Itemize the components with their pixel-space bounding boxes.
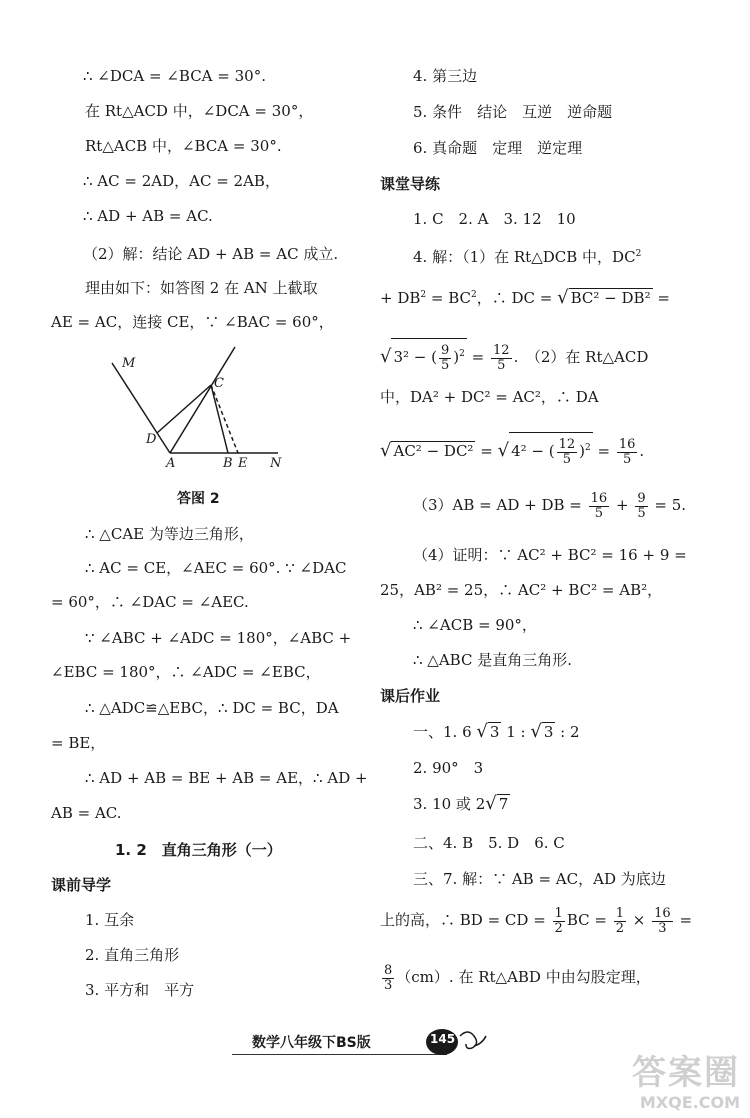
text-line: （2）解：结论 AD + AB = AC 成立. xyxy=(83,245,339,263)
text-line: 三、7. 解：∵ AB = AC，AD 为底边 xyxy=(413,870,666,888)
text-line: AE = AC，连接 CE，∵ ∠BAC = 60°， xyxy=(51,313,334,331)
segment-dc xyxy=(157,385,211,433)
text-line: 3. 10 或 2√ 7 xyxy=(413,793,509,814)
text-line: 4. 第三边 xyxy=(413,67,478,85)
figure-caption: 答图 2 xyxy=(177,491,220,507)
label-n: N xyxy=(270,456,282,471)
label-m: M xyxy=(122,356,136,371)
page-footer xyxy=(232,1024,492,1060)
fraction: $\frac{16}{5}$ xyxy=(590,490,608,521)
segment-ce xyxy=(211,385,238,453)
ray-ac xyxy=(170,347,235,453)
fraction: $\frac{1}{2}$ xyxy=(615,905,625,936)
text-line: 4. 解：（1）在 Rt△DCB 中，$DC^2$ xyxy=(413,248,642,266)
radical: BC² − DB² xyxy=(570,289,651,307)
ray-am xyxy=(112,363,170,453)
text-line: 中，DA² + DC² = AC²，∴ DA xyxy=(380,388,599,406)
label-c: C xyxy=(214,376,224,391)
footer-rule xyxy=(232,1054,447,1055)
text-line: ∴ AD + AB = BE + AB = AE，∴ AD + xyxy=(85,769,368,787)
label-e: E xyxy=(238,456,248,471)
page-number: 145 xyxy=(430,1032,456,1046)
fraction: $\frac{16}{5}$ xyxy=(618,436,636,467)
fraction: $\frac{12}{5}$ xyxy=(558,436,576,467)
text-line: 上的高，∴ BD = CD = $\frac{1}{2}$ BC = $\frac{1}{2}$ × $\frac{16}{3}$ = xyxy=(380,905,693,936)
label-d: D xyxy=(146,432,157,447)
fraction: $\frac{8}{3}$ xyxy=(384,962,393,993)
text-line: 3. 平方和 平方 xyxy=(85,981,195,999)
text-line: 一、1. 6 √ 3 1 : √ 3 : 2 xyxy=(413,721,580,742)
text-line: ∴ AC = CE，∠AEC = 60°. ∵ ∠DAC xyxy=(85,559,347,577)
fraction: $\frac{1}{2}$ xyxy=(554,905,563,936)
text-line: 2. 直角三角形 xyxy=(85,946,180,964)
text-line: ∴ AC = 2AD，AC = 2AB， xyxy=(83,172,280,190)
fraction: $\frac{12}{5}$ xyxy=(493,342,510,373)
text-line: 二、4. B 5. D 6. C xyxy=(413,834,565,852)
text-line: ∴ △ABC 是直角三角形. xyxy=(413,651,572,669)
footer-title: 数学八年级下BS版 xyxy=(252,1035,371,1051)
watermark xyxy=(632,1053,740,1112)
fraction: $\frac{9}{5}$ xyxy=(441,342,450,373)
text-line: √ AC² − DC² = √ 4² − ( $\frac{12}{5}$ )$^2$ = $\frac{16}{5}$ . xyxy=(380,432,644,467)
text-line: 理由如下：如答图 2 在 AN 上截取 xyxy=(85,279,318,297)
segment-cb xyxy=(211,385,228,453)
label-b: B xyxy=(223,456,233,471)
text-line: Rt△ACB 中，∠BCA = 30°. xyxy=(85,137,282,155)
text-line: （4）证明：∵ AC² + BC² = 16 + 9 = xyxy=(413,546,687,564)
text-line: 6. 真命题 定理 逆定理 xyxy=(413,139,583,157)
text-line: = BE， xyxy=(51,734,106,752)
text-line: 1. C 2. A 3. 12 10 xyxy=(413,210,576,228)
text-line: √ 3² − ( $\frac{9}{5}$ )$^2$ = $\frac{12}{5}$ . （2）在 Rt△ACD xyxy=(380,338,648,373)
section-heading: 课前导学 xyxy=(51,876,112,894)
text-line: 2. 90° 3 xyxy=(413,759,484,777)
fraction: $\frac{9}{5}$ xyxy=(637,490,646,521)
text-line: 在 Rt△ACD 中，∠DCA = 30°， xyxy=(85,102,314,120)
text-line: ∴ △CAE 为等边三角形， xyxy=(85,525,254,543)
text-line: AB = AC. xyxy=(51,804,122,822)
text-line: ∴ ∠ACB = 90°， xyxy=(413,616,537,634)
watermark-logo: 答案圈 xyxy=(632,1053,740,1093)
label-a: A xyxy=(166,456,176,471)
geometry-figure xyxy=(110,345,290,475)
text-line: 5. 条件 结论 互逆 逆命题 xyxy=(413,103,613,121)
watermark-url: MXQE.COM xyxy=(639,1093,740,1112)
section-heading: 课堂导练 xyxy=(380,175,441,193)
text-line: ∠EBC = 180°，∴ ∠ADC = ∠EBC， xyxy=(51,663,321,681)
text-line: ∵ ∠ABC + ∠ADC = 180°，∠ABC + xyxy=(85,629,352,647)
text-line: （3）AB = AD + DB = $\frac{16}{5}$ + $\frac{9}{5}$ = 5. xyxy=(413,490,687,521)
text-line: ∴ △ADC≌△EBC，∴ DC = BC，DA xyxy=(85,699,339,717)
text-line: $\frac{8}{3}$ （cm）. 在 Rt△ABD 中由勾股定理， xyxy=(384,962,651,993)
text-line: ∴ ∠DCA = ∠BCA = 30°. xyxy=(83,67,266,85)
fraction: $\frac{16}{3}$ xyxy=(654,905,671,936)
text-line: + $DB^2 = BC^2$，∴ DC = √ BC² − DB² = xyxy=(380,287,670,308)
text-line: ∴ AD + AB = AC. xyxy=(83,207,213,225)
text-line: 1. 互余 xyxy=(85,911,135,929)
text-line: = 60°，∴ ∠DAC = ∠AEC. xyxy=(51,593,249,611)
text-line: 25，AB² = 25，∴ AC² + BC² = AB²， xyxy=(380,581,663,599)
section-heading: 课后作业 xyxy=(380,687,441,705)
section-title: 1. 2 直角三角形（一） xyxy=(115,841,282,859)
